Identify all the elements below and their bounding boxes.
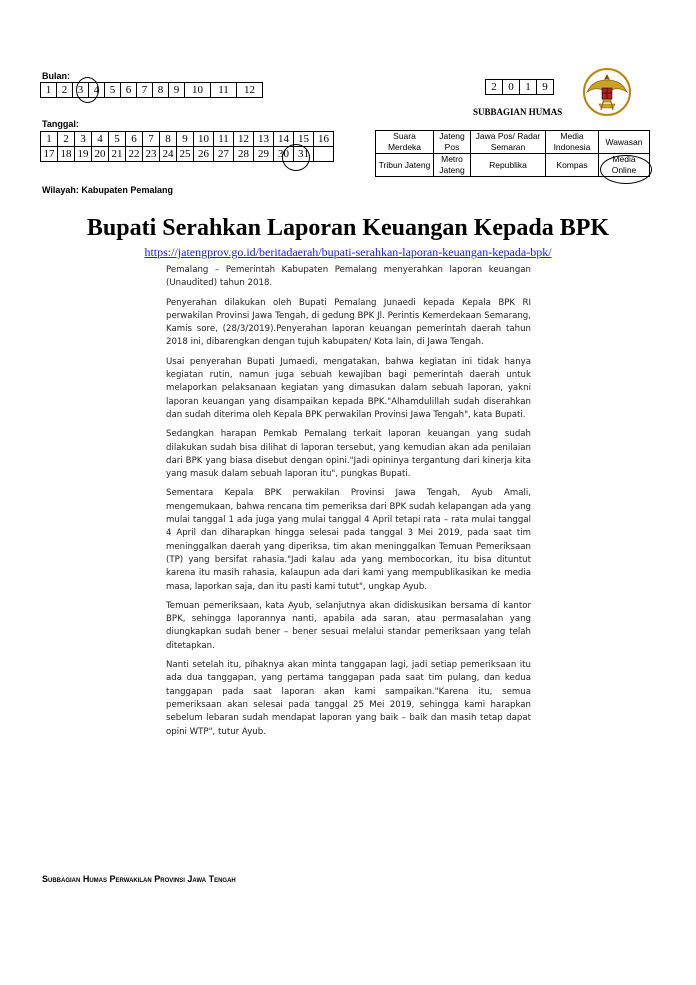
bulan-cell: 8 (153, 83, 169, 98)
tanggal-cell: 16 (314, 132, 334, 147)
wilayah-label: Wilayah: Kabupaten Pemalang (42, 185, 173, 195)
media-selected-marker (600, 155, 652, 184)
article-paragraph: Sementara Kepala BPK perwakilan Provinsi Jawa Tengah, Ayub Amali, mengemukaan, bahwa rencana tim pemeriksa dari BPK sudah kelapangan ada yang mulai tanggal 1 ada juga yang mulai tanggal 4 April tetapi rata – rata mulai tanggal 4 April dan diharapkan hingga selesai pada tanggal 3 Mei 2019, pada saat tim meninggalkan daerah yang diperiksa, tim akan meninggalkan Temuan Pemeriksaan (TP) yang bersifat rahasia."Jadi kalau ada yang membocorkan, itu bisa dituntut karena itu masih rahasia, kalaupun ada dari kami yang mempublikasikan ke media masa, laporkan saja, dan itu pasti kami tutut", ungkap Ayub. (166, 488, 531, 592)
media-media-online: Media Online (599, 154, 650, 177)
tanggal-cell: 11 (214, 132, 234, 147)
tanggal-cell (314, 147, 334, 162)
tanggal-cell: 30 (274, 147, 294, 162)
year-digit-cell: 2 (486, 80, 503, 95)
tanggal-cell: 7 (143, 132, 160, 147)
tanggal-cell: 13 (254, 132, 274, 147)
tanggal-cell: 2 (58, 132, 75, 147)
tanggal-cell: 5 (109, 132, 126, 147)
media-tribun-jateng: Tribun Jateng (376, 154, 434, 177)
tanggal-cell: 31 (294, 147, 314, 162)
article-body (166, 264, 531, 745)
article-title: Bupati Serahkan Laporan Keuangan Kepada BPK (86, 215, 610, 241)
bulan-cell: 2 (57, 83, 73, 98)
tanggal-cell: 15 (294, 132, 314, 147)
bulan-cell: 5 (105, 83, 121, 98)
bulan-cell: 6 (121, 83, 137, 98)
tanggal-cell: 25 (177, 147, 194, 162)
tanggal-cell: 8 (160, 132, 177, 147)
tanggal-cell: 24 (160, 147, 177, 162)
bulan-selected-marker (76, 77, 99, 103)
bulan-grid (40, 82, 263, 98)
tanggal-cell: 17 (41, 147, 58, 162)
year-digit-cell: 0 (503, 80, 520, 95)
tanggal-cell: 4 (92, 132, 109, 147)
tanggal-cell: 27 (214, 147, 234, 162)
article-paragraph: Nanti setelah itu, pihaknya akan minta tanggapan lagi, jadi setiap pemeriksaan itu ada dua tanggapan, yang pertama tanggapan pada saat tim pulang, dan kedua tanggapan pada saat laporan akan kami sampaikan."Karena itu, semua pemeriksaan akan selesai pada tanggal 25 Mei 2019, sehingga kami harapkan sebelum lebaran sudah mendapat laporan yang baik – baik dan masih tetap dapat opini WTP", tutur Ayub. (166, 660, 531, 737)
article-paragraph: Usai penyerahan Bupati Jumaedi, mengatakan, bahwa kegiatan ini tidak hanya kegiatan rutin, namun juga sebuah kewajiban bagi pemerintah daerah untuk melaporkan pelaksanaan kegiatan yang dimasukan dalam sebuah laporan, yakni laporan keuangan yang disampaikan kepada BPK."Alhamdulillah sudah diserahkan dan sudah diterima oleh Kepala BPK perwakilan Provinsi Jawa Tengah", kata Bupati. (166, 356, 531, 420)
bulan-cell: 11 (211, 83, 237, 98)
media-suara-merdeka: Suara Merdeka (376, 131, 434, 154)
bulan-label: Bulan: (42, 71, 70, 81)
tanggal-cell: 3 (75, 132, 92, 147)
tanggal-cell: 14 (274, 132, 294, 147)
footer-text: Subbagian Humas Perwakilan Provinsi Jawa Tengah (42, 874, 236, 884)
media-jawa-pos: Jawa Pos/ Radar Semaran (471, 131, 546, 154)
media-metro-jateng: Metro Jateng (434, 154, 471, 177)
tanggal-cell: 21 (109, 147, 126, 162)
tanggal-cell: 28 (234, 147, 254, 162)
year-digit-cell: 9 (537, 80, 554, 95)
tanggal-cell: 20 (92, 147, 109, 162)
article-paragraph: Sedangkan harapan Pemkab Pemalang terkait laporan keuangan yang sudah dilakukan sudah bisa dilihat di laporan tersebut, yang kemudian akan ada penilaian dari BPK yang biasa disebut dengan opini."Jadi opininya tergantung dari kinerja kita yang masuk dalam sebuah laporan itu", pungkas Bupati. (166, 429, 531, 480)
bulan-cell: 3 (73, 83, 89, 98)
tanggal-cell: 22 (126, 147, 143, 162)
article-paragraph: Temuan pemeriksaan, kata Ayub, selanjutnya akan didiskusikan bersama di kantor BPK, sehingga laporannya nanti, apabila ada saran, atau permasalahan yang diungkapkan sudah bener – bener sesuai melalui standar pemeriksaan yang telah ditetapkan. (166, 600, 531, 651)
bulan-cell: 12 (237, 83, 263, 98)
bulan-cell: 7 (137, 83, 153, 98)
subbagian-label: SUBBAGIAN HUMAS (473, 107, 563, 117)
media-republika: Republika (471, 154, 546, 177)
bulan-cell: 1 (41, 83, 57, 98)
tanggal-selected-marker (282, 144, 310, 171)
tanggal-cell: 12 (234, 132, 254, 147)
tanggal-label: Tanggal: (42, 119, 79, 129)
year-digit-cell: 1 (520, 80, 537, 95)
article-paragraph: Penyerahan dilakukan oleh Bupati Pemalang Junaedi kepada Kepala BPK RI perwakilan Provinsi Jawa Tengah, di gedung BPK Jl. Perintis Kemerdekaan Semarang, Kamis sore, (28/3/2019).Penyerahan laporan keuangan pemerintah daerah tahun 2018 ini, dibarengkan dengan tujuh kabupaten/ Kota lain, di Jawa Tengah. (166, 297, 531, 348)
bulan-cell: 10 (185, 83, 211, 98)
tanggal-cell: 29 (254, 147, 274, 162)
media-wawasan: Wawasan (599, 131, 650, 154)
media-kompas: Kompas (546, 154, 599, 177)
article-url-link[interactable]: https://jatengprov.go.id/beritadaerah/bupati-serahkan-laporan-keuangan-kepada-bpk/ (144, 245, 552, 259)
tanggal-cell: 6 (126, 132, 143, 147)
media-jateng-pos: Jateng Pos (434, 131, 471, 154)
tanggal-cell: 26 (194, 147, 214, 162)
tanggal-cell: 19 (75, 147, 92, 162)
tanggal-cell: 18 (58, 147, 75, 162)
tanggal-cell: 9 (177, 132, 194, 147)
bulan-cell: 4 (89, 83, 105, 98)
tanggal-cell: 1 (41, 132, 58, 147)
media-media-indonesia: Media Indonesia (546, 131, 599, 154)
garuda-emblem-icon (581, 66, 633, 118)
tanggal-cell: 23 (143, 147, 160, 162)
article-paragraph: Pemalang – Pemerintah Kabupaten Pemalang menyerahkan laporan keuangan (Unaudited) tahun 2018. (166, 265, 531, 289)
year-grid (485, 79, 554, 95)
tanggal-cell: 10 (194, 132, 214, 147)
bulan-cell: 9 (169, 83, 185, 98)
